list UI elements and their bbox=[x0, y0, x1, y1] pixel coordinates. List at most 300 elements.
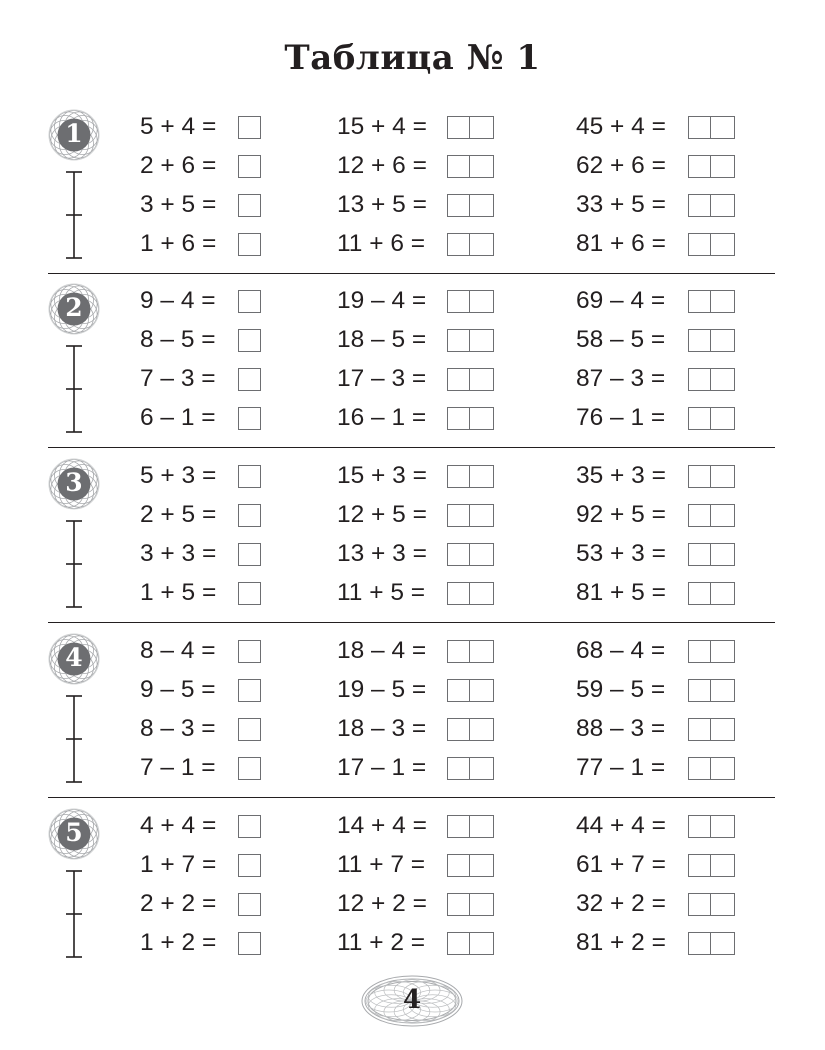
exercise bbox=[337, 364, 426, 394]
answer-box[interactable] bbox=[711, 194, 735, 217]
exercise bbox=[140, 325, 216, 355]
exercise bbox=[576, 403, 665, 433]
answer-field[interactable] bbox=[447, 582, 494, 605]
answer-box[interactable] bbox=[470, 854, 494, 877]
answer-box[interactable] bbox=[688, 543, 711, 566]
exercise-section bbox=[0, 808, 825, 983]
answer-box[interactable] bbox=[470, 582, 494, 605]
exercise bbox=[576, 675, 665, 705]
exercise-expression: 11 + 5 = bbox=[337, 579, 426, 606]
answer-field[interactable] bbox=[688, 368, 735, 391]
exercise bbox=[576, 190, 666, 220]
section-number: 5 bbox=[65, 818, 83, 847]
answer-field[interactable] bbox=[447, 116, 494, 139]
exercise-expression: 17 – 3 = bbox=[337, 365, 427, 392]
exercise bbox=[337, 112, 427, 142]
answer-field[interactable] bbox=[238, 368, 261, 391]
exercise-expression: 18 – 3 = bbox=[337, 715, 427, 742]
answer-field[interactable] bbox=[688, 543, 735, 566]
answer-field[interactable] bbox=[688, 757, 735, 780]
section-number: 2 bbox=[65, 293, 83, 322]
exercise bbox=[140, 286, 216, 316]
answer-box[interactable] bbox=[711, 407, 735, 430]
exercise bbox=[140, 364, 216, 394]
exercise bbox=[140, 714, 216, 744]
answer-field[interactable] bbox=[447, 815, 494, 838]
exercise bbox=[576, 461, 666, 491]
answer-box[interactable] bbox=[447, 116, 470, 139]
exercise bbox=[576, 850, 666, 880]
answer-box[interactable] bbox=[688, 465, 711, 488]
answer-field[interactable] bbox=[688, 290, 735, 313]
page-number: 4 bbox=[402, 985, 422, 1015]
section-divider bbox=[48, 797, 775, 798]
section-number: 3 bbox=[65, 468, 83, 497]
exercise bbox=[337, 286, 426, 316]
answer-field[interactable] bbox=[688, 407, 735, 430]
answer-box[interactable] bbox=[688, 233, 711, 256]
answer-box[interactable] bbox=[447, 329, 470, 352]
answer-field[interactable] bbox=[238, 543, 261, 566]
exercise bbox=[576, 500, 666, 530]
section-number-badge bbox=[48, 808, 100, 860]
section-number: 1 bbox=[65, 119, 83, 148]
exercise-expression: 14 + 4 = bbox=[337, 812, 427, 839]
answer-field[interactable] bbox=[688, 194, 735, 217]
exercise-expression: 5 + 3 = bbox=[140, 462, 217, 489]
answer-field[interactable] bbox=[447, 679, 494, 702]
answer-box[interactable] bbox=[238, 465, 261, 488]
exercise bbox=[337, 325, 426, 355]
exercise-expression: 8 – 5 = bbox=[140, 326, 216, 353]
answer-field[interactable] bbox=[447, 854, 494, 877]
exercise-expression: 4 + 4 = bbox=[140, 812, 217, 839]
answer-field[interactable] bbox=[447, 893, 494, 916]
answer-box[interactable] bbox=[447, 155, 470, 178]
exercise bbox=[337, 578, 425, 608]
exercise-expression: 13 + 5 = bbox=[337, 191, 427, 218]
answer-field[interactable] bbox=[447, 640, 494, 663]
ruler-icon bbox=[62, 170, 86, 260]
answer-box[interactable] bbox=[447, 368, 470, 391]
answer-box[interactable] bbox=[447, 932, 470, 955]
answer-field[interactable] bbox=[688, 465, 735, 488]
exercise-expression: 2 + 6 = bbox=[140, 152, 217, 179]
answer-box[interactable] bbox=[470, 815, 494, 838]
exercise bbox=[337, 636, 426, 666]
exercise bbox=[140, 151, 216, 181]
exercise-expression: 6 – 1 = bbox=[140, 404, 216, 431]
answer-field[interactable] bbox=[238, 815, 261, 838]
exercise-expression: 76 – 1 = bbox=[576, 404, 666, 431]
answer-box[interactable] bbox=[470, 757, 494, 780]
answer-box[interactable] bbox=[447, 504, 470, 527]
answer-box[interactable] bbox=[447, 757, 470, 780]
answer-box[interactable] bbox=[688, 504, 711, 527]
exercise bbox=[576, 578, 666, 608]
answer-field[interactable] bbox=[688, 233, 735, 256]
answer-box[interactable] bbox=[688, 854, 711, 877]
section-number-badge bbox=[48, 109, 100, 161]
answer-field[interactable] bbox=[238, 854, 261, 877]
ruler bbox=[62, 869, 86, 959]
exercise-expression: 33 + 5 = bbox=[576, 191, 666, 218]
answer-box[interactable] bbox=[238, 543, 261, 566]
exercise bbox=[140, 229, 216, 259]
exercise bbox=[576, 229, 666, 259]
answer-box[interactable] bbox=[688, 815, 711, 838]
answer-box[interactable] bbox=[470, 640, 494, 663]
exercise bbox=[576, 364, 665, 394]
answer-box[interactable] bbox=[711, 504, 735, 527]
answer-box[interactable] bbox=[447, 679, 470, 702]
exercise-expression: 2 + 2 = bbox=[140, 890, 217, 917]
exercise bbox=[337, 151, 427, 181]
exercise-section bbox=[0, 633, 825, 808]
exercise-expression: 12 + 6 = bbox=[337, 152, 427, 179]
answer-field[interactable] bbox=[688, 932, 735, 955]
exercise bbox=[337, 500, 427, 530]
exercise-expression: 32 + 2 = bbox=[576, 890, 666, 917]
answer-box[interactable] bbox=[238, 679, 261, 702]
answer-box[interactable] bbox=[238, 194, 261, 217]
exercise-expression: 3 + 3 = bbox=[140, 540, 217, 567]
exercise-expression: 1 + 7 = bbox=[140, 851, 217, 878]
exercise-expression: 58 – 5 = bbox=[576, 326, 666, 353]
exercise-expression: 15 + 3 = bbox=[337, 462, 427, 489]
answer-field[interactable] bbox=[447, 543, 494, 566]
answer-box[interactable] bbox=[711, 640, 735, 663]
answer-box[interactable] bbox=[238, 718, 261, 741]
answer-box[interactable] bbox=[238, 290, 261, 313]
exercise-expression: 9 – 4 = bbox=[140, 287, 216, 314]
answer-box[interactable] bbox=[238, 407, 261, 430]
answer-box[interactable] bbox=[711, 329, 735, 352]
answer-box[interactable] bbox=[688, 582, 711, 605]
exercise-expression: 7 – 1 = bbox=[140, 754, 216, 781]
answer-box[interactable] bbox=[688, 155, 711, 178]
exercise-expression: 11 + 6 = bbox=[337, 230, 426, 257]
answer-box[interactable] bbox=[470, 368, 494, 391]
answer-box[interactable] bbox=[711, 679, 735, 702]
exercise-expression: 1 + 6 = bbox=[140, 230, 217, 257]
exercise-expression: 69 – 4 = bbox=[576, 287, 666, 314]
answer-box[interactable] bbox=[447, 815, 470, 838]
answer-box[interactable] bbox=[688, 407, 711, 430]
exercise bbox=[337, 539, 427, 569]
answer-field[interactable] bbox=[238, 155, 261, 178]
answer-box[interactable] bbox=[447, 854, 470, 877]
answer-box[interactable] bbox=[688, 932, 711, 955]
section-number-badge bbox=[48, 283, 100, 335]
exercise-expression: 18 – 5 = bbox=[337, 326, 427, 353]
exercise-expression: 87 – 3 = bbox=[576, 365, 666, 392]
answer-box[interactable] bbox=[470, 407, 494, 430]
answer-field[interactable] bbox=[688, 155, 735, 178]
answer-box[interactable] bbox=[447, 893, 470, 916]
exercise-expression: 11 + 2 = bbox=[337, 929, 426, 956]
exercise bbox=[337, 928, 425, 958]
exercise bbox=[576, 889, 666, 919]
answer-box[interactable] bbox=[711, 290, 735, 313]
answer-field[interactable] bbox=[238, 194, 261, 217]
answer-box[interactable] bbox=[447, 582, 470, 605]
exercise-expression: 1 + 5 = bbox=[140, 579, 217, 606]
answer-box[interactable] bbox=[470, 329, 494, 352]
exercise bbox=[576, 636, 665, 666]
answer-box[interactable] bbox=[711, 582, 735, 605]
answer-field[interactable] bbox=[238, 893, 261, 916]
answer-box[interactable] bbox=[688, 718, 711, 741]
answer-box[interactable] bbox=[470, 679, 494, 702]
ruler bbox=[62, 694, 86, 784]
answer-field[interactable] bbox=[238, 932, 261, 955]
exercise-expression: 61 + 7 = bbox=[576, 851, 666, 878]
answer-box[interactable] bbox=[238, 329, 261, 352]
answer-field[interactable] bbox=[447, 465, 494, 488]
answer-field[interactable] bbox=[238, 116, 261, 139]
exercise bbox=[140, 461, 216, 491]
ruler-icon bbox=[62, 344, 86, 434]
exercise bbox=[337, 753, 426, 783]
section-number-badge bbox=[48, 458, 100, 510]
exercise-expression: 12 + 2 = bbox=[337, 890, 427, 917]
exercise bbox=[140, 190, 216, 220]
answer-box[interactable] bbox=[688, 290, 711, 313]
answer-box[interactable] bbox=[447, 194, 470, 217]
answer-box[interactable] bbox=[711, 155, 735, 178]
answer-box[interactable] bbox=[238, 233, 261, 256]
exercise bbox=[337, 190, 427, 220]
exercise-expression: 88 – 3 = bbox=[576, 715, 666, 742]
exercise-expression: 11 + 7 = bbox=[337, 851, 426, 878]
answer-box[interactable] bbox=[238, 932, 261, 955]
answer-field[interactable] bbox=[447, 407, 494, 430]
answer-box[interactable] bbox=[688, 329, 711, 352]
exercise-expression: 81 + 5 = bbox=[576, 579, 666, 606]
exercise-section bbox=[0, 109, 825, 284]
ruler bbox=[62, 344, 86, 434]
answer-box[interactable] bbox=[238, 893, 261, 916]
answer-field[interactable] bbox=[238, 640, 261, 663]
answer-field[interactable] bbox=[447, 155, 494, 178]
answer-box[interactable] bbox=[470, 932, 494, 955]
exercise-expression: 13 + 3 = bbox=[337, 540, 427, 567]
answer-box[interactable] bbox=[238, 116, 261, 139]
answer-box[interactable] bbox=[470, 893, 494, 916]
exercise bbox=[576, 325, 665, 355]
exercise-expression: 62 + 6 = bbox=[576, 152, 666, 179]
exercise bbox=[576, 112, 666, 142]
answer-box[interactable] bbox=[238, 757, 261, 780]
answer-box[interactable] bbox=[238, 582, 261, 605]
ruler-icon bbox=[62, 519, 86, 609]
exercise-expression: 19 – 4 = bbox=[337, 287, 427, 314]
exercise bbox=[337, 403, 426, 433]
exercise bbox=[140, 636, 216, 666]
exercise-expression: 45 + 4 = bbox=[576, 113, 666, 140]
answer-field[interactable] bbox=[447, 290, 494, 313]
section-number-badge bbox=[48, 633, 100, 685]
exercise-expression: 1 + 2 = bbox=[140, 929, 217, 956]
answer-field[interactable] bbox=[688, 679, 735, 702]
ruler bbox=[62, 519, 86, 609]
exercise bbox=[337, 811, 427, 841]
answer-field[interactable] bbox=[688, 116, 735, 139]
answer-field[interactable] bbox=[688, 582, 735, 605]
answer-field[interactable] bbox=[688, 815, 735, 838]
exercise bbox=[140, 578, 216, 608]
exercise-expression: 8 – 3 = bbox=[140, 715, 216, 742]
exercise-expression: 16 – 1 = bbox=[337, 404, 427, 431]
exercise-expression: 53 + 3 = bbox=[576, 540, 666, 567]
answer-box[interactable] bbox=[470, 504, 494, 527]
section-divider bbox=[48, 447, 775, 448]
answer-box[interactable] bbox=[711, 233, 735, 256]
exercise-expression: 44 + 4 = bbox=[576, 812, 666, 839]
answer-field[interactable] bbox=[238, 582, 261, 605]
answer-box[interactable] bbox=[711, 815, 735, 838]
ruler bbox=[62, 170, 86, 260]
exercise bbox=[576, 753, 665, 783]
answer-field[interactable] bbox=[688, 718, 735, 741]
answer-box[interactable] bbox=[447, 465, 470, 488]
answer-box[interactable] bbox=[238, 368, 261, 391]
answer-field[interactable] bbox=[447, 504, 494, 527]
answer-box[interactable] bbox=[711, 116, 735, 139]
answer-box[interactable] bbox=[470, 116, 494, 139]
ruler-icon bbox=[62, 694, 86, 784]
answer-box[interactable] bbox=[447, 543, 470, 566]
answer-box[interactable] bbox=[711, 854, 735, 877]
exercise-section bbox=[0, 283, 825, 458]
answer-box[interactable] bbox=[688, 757, 711, 780]
exercise bbox=[140, 811, 216, 841]
answer-box[interactable] bbox=[470, 718, 494, 741]
answer-field[interactable] bbox=[238, 407, 261, 430]
answer-field[interactable] bbox=[447, 233, 494, 256]
exercise bbox=[337, 229, 425, 259]
answer-box[interactable] bbox=[470, 465, 494, 488]
exercise bbox=[576, 539, 666, 569]
section-divider bbox=[48, 622, 775, 623]
page-number-badge bbox=[360, 973, 464, 1029]
exercise-expression: 19 – 5 = bbox=[337, 676, 427, 703]
answer-box[interactable] bbox=[447, 407, 470, 430]
answer-box[interactable] bbox=[470, 233, 494, 256]
answer-box[interactable] bbox=[447, 290, 470, 313]
answer-field[interactable] bbox=[238, 504, 261, 527]
exercise-expression: 7 – 3 = bbox=[140, 365, 216, 392]
exercise-expression: 8 – 4 = bbox=[140, 637, 216, 664]
exercise bbox=[140, 753, 216, 783]
answer-box[interactable] bbox=[711, 465, 735, 488]
answer-box[interactable] bbox=[470, 194, 494, 217]
exercise bbox=[576, 151, 666, 181]
answer-field[interactable] bbox=[238, 233, 261, 256]
exercise bbox=[140, 928, 216, 958]
answer-box[interactable] bbox=[688, 679, 711, 702]
answer-field[interactable] bbox=[447, 368, 494, 391]
answer-field[interactable] bbox=[238, 679, 261, 702]
exercise bbox=[576, 286, 665, 316]
section-number: 4 bbox=[65, 643, 83, 672]
exercise bbox=[140, 889, 216, 919]
answer-field[interactable] bbox=[238, 329, 261, 352]
answer-field[interactable] bbox=[447, 757, 494, 780]
answer-box[interactable] bbox=[711, 757, 735, 780]
exercise bbox=[140, 403, 216, 433]
answer-box[interactable] bbox=[688, 194, 711, 217]
answer-box[interactable] bbox=[711, 368, 735, 391]
answer-field[interactable] bbox=[688, 640, 735, 663]
answer-box[interactable] bbox=[447, 233, 470, 256]
answer-box[interactable] bbox=[711, 543, 735, 566]
exercise bbox=[140, 539, 216, 569]
exercise bbox=[576, 811, 666, 841]
exercise-expression: 2 + 5 = bbox=[140, 501, 217, 528]
answer-field[interactable] bbox=[447, 718, 494, 741]
exercise-section bbox=[0, 458, 825, 633]
answer-box[interactable] bbox=[447, 718, 470, 741]
answer-field[interactable] bbox=[447, 932, 494, 955]
answer-box[interactable] bbox=[238, 640, 261, 663]
answer-field[interactable] bbox=[688, 854, 735, 877]
exercise-expression: 3 + 5 = bbox=[140, 191, 217, 218]
exercise-expression: 18 – 4 = bbox=[337, 637, 427, 664]
answer-box[interactable] bbox=[470, 290, 494, 313]
answer-field[interactable] bbox=[238, 465, 261, 488]
answer-box[interactable] bbox=[688, 368, 711, 391]
answer-box[interactable] bbox=[711, 893, 735, 916]
answer-field[interactable] bbox=[447, 329, 494, 352]
answer-box[interactable] bbox=[238, 815, 261, 838]
answer-box[interactable] bbox=[688, 116, 711, 139]
exercise-expression: 68 – 4 = bbox=[576, 637, 666, 664]
answer-box[interactable] bbox=[470, 543, 494, 566]
answer-box[interactable] bbox=[688, 893, 711, 916]
answer-field[interactable] bbox=[238, 718, 261, 741]
exercise-expression: 81 + 2 = bbox=[576, 929, 666, 956]
exercise-expression: 81 + 6 = bbox=[576, 230, 666, 257]
exercise-expression: 17 – 1 = bbox=[337, 754, 427, 781]
answer-box[interactable] bbox=[238, 504, 261, 527]
answer-box[interactable] bbox=[447, 640, 470, 663]
exercise-expression: 9 – 5 = bbox=[140, 676, 216, 703]
exercise-expression: 5 + 4 = bbox=[140, 113, 217, 140]
answer-field[interactable] bbox=[688, 893, 735, 916]
section-divider bbox=[48, 273, 775, 274]
exercise-expression: 92 + 5 = bbox=[576, 501, 666, 528]
answer-box[interactable] bbox=[470, 155, 494, 178]
answer-box[interactable] bbox=[238, 854, 261, 877]
exercise bbox=[337, 889, 427, 919]
ruler-icon bbox=[62, 869, 86, 959]
answer-field[interactable] bbox=[238, 757, 261, 780]
answer-box[interactable] bbox=[688, 640, 711, 663]
answer-box[interactable] bbox=[711, 718, 735, 741]
answer-field[interactable] bbox=[238, 290, 261, 313]
exercise bbox=[337, 675, 426, 705]
answer-field[interactable] bbox=[447, 194, 494, 217]
page-title: Таблица № 1 bbox=[284, 38, 541, 78]
answer-field[interactable] bbox=[688, 504, 735, 527]
answer-box[interactable] bbox=[711, 932, 735, 955]
exercise bbox=[337, 714, 426, 744]
exercise bbox=[576, 714, 665, 744]
answer-field[interactable] bbox=[688, 329, 735, 352]
answer-box[interactable] bbox=[238, 155, 261, 178]
